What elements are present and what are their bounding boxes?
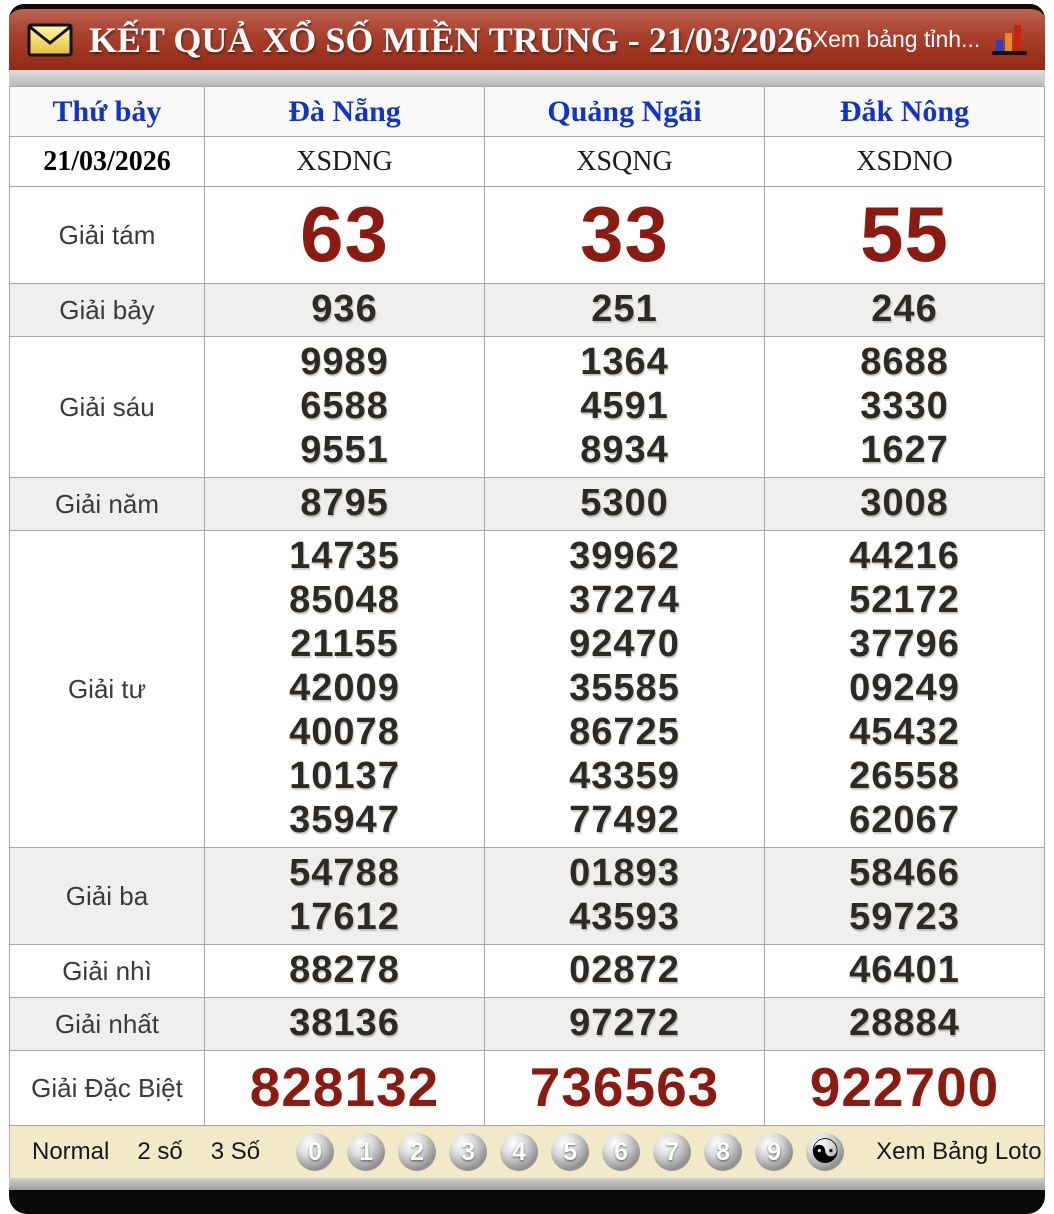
prize-label: Giải nhì	[10, 945, 205, 998]
prize-value-cell	[765, 998, 1045, 1051]
prize-value-cell	[765, 1051, 1045, 1126]
draw-date: 21/03/2026	[43, 145, 171, 177]
digit-ball-row	[296, 1133, 844, 1171]
prize-number: 38136	[289, 1002, 400, 1044]
prize-number: 8934	[580, 429, 669, 471]
page-title: KẾT QUẢ XỔ SỐ MIỀN TRUNG - 21/03/2026	[89, 19, 813, 60]
prize-value-cell	[485, 337, 765, 478]
prize-number: 39962	[569, 535, 680, 577]
prize-number: 62067	[849, 799, 960, 841]
prize-row	[10, 998, 1045, 1051]
prize-number: 35585	[569, 667, 680, 709]
prize-value-cell	[765, 187, 1045, 284]
prize-row	[10, 1051, 1045, 1126]
province-table-link[interactable]: Xem bảng tỉnh...	[812, 26, 981, 52]
prize-number: 17612	[289, 896, 400, 938]
prize-number: 63	[300, 190, 389, 278]
prize-value-cell	[485, 478, 765, 531]
day-label-link[interactable]: Thứ bảy	[52, 94, 162, 128]
prize-number: 45432	[849, 711, 960, 753]
loto-table-link[interactable]: Xem Bảng Loto	[876, 1138, 1042, 1165]
prize-number: 251	[591, 288, 658, 330]
prize-number: 3008	[860, 482, 949, 524]
prize-number: 02872	[569, 949, 680, 991]
prize-number: 46401	[849, 949, 960, 991]
prize-number: 10137	[289, 755, 400, 797]
prize-number: 85048	[289, 579, 400, 621]
prize-value-cell	[205, 531, 485, 848]
prize-label: Giải tư	[10, 531, 205, 848]
prize-label: Giải nhất	[10, 998, 205, 1051]
prize-number: 44216	[849, 535, 960, 577]
prize-number: 33	[580, 190, 669, 278]
yinyang-ball[interactable]: ☯	[806, 1133, 844, 1171]
prize-number: 55	[860, 190, 949, 278]
station-code-cell	[205, 137, 485, 187]
table-header-row	[10, 87, 1045, 137]
prize-number: 3330	[860, 385, 949, 427]
top-bevel	[9, 70, 1045, 86]
station-code-2: XSDNO	[856, 145, 953, 177]
prize-number: 86725	[569, 711, 680, 753]
prize-label: Giải năm	[10, 478, 205, 531]
prize-number: 6588	[300, 385, 389, 427]
prize-number: 4591	[580, 385, 669, 427]
footer-bar	[9, 1126, 1045, 1178]
prize-number: 9551	[300, 429, 389, 471]
prize-number: 88278	[289, 949, 400, 991]
prize-number: 9989	[300, 341, 389, 383]
digit-ball-5[interactable]: 5	[551, 1133, 589, 1171]
prize-number: 37274	[569, 579, 680, 621]
prize-number: 58466	[849, 852, 960, 894]
station-code-cell	[485, 137, 765, 187]
results-table	[9, 86, 1045, 1126]
prize-label: Giải tám	[10, 187, 205, 284]
prize-value-cell	[205, 998, 485, 1051]
prize-number: 246	[871, 288, 938, 330]
prize-label: Giải bảy	[10, 284, 205, 337]
prize-number: 28884	[849, 1002, 960, 1044]
prize-row	[10, 187, 1045, 284]
province-link-1[interactable]: Quảng Ngãi	[547, 94, 702, 128]
prize-row	[10, 337, 1045, 478]
prize-number: 936	[311, 288, 378, 330]
prize-value-cell	[765, 284, 1045, 337]
mode-normal[interactable]: Normal	[32, 1138, 110, 1165]
prize-number: 77492	[569, 799, 680, 841]
prize-number: 14735	[289, 535, 400, 577]
station-code-cell	[765, 137, 1045, 187]
digit-ball-2[interactable]: 2	[398, 1133, 436, 1171]
prize-row	[10, 478, 1045, 531]
prize-number: 40078	[289, 711, 400, 753]
digit-ball-7[interactable]: 7	[653, 1133, 691, 1171]
prize-number: 35947	[289, 799, 400, 841]
prize-value-cell	[205, 945, 485, 998]
prize-value-cell	[205, 284, 485, 337]
prize-value-cell	[765, 945, 1045, 998]
digit-ball-8[interactable]: 8	[704, 1133, 742, 1171]
prize-number: 59723	[849, 896, 960, 938]
prize-value-cell	[765, 478, 1045, 531]
digit-ball-9[interactable]: 9	[755, 1133, 793, 1171]
station-code-1: XSQNG	[576, 145, 673, 177]
prize-number: 54788	[289, 852, 400, 894]
province-header-cell	[485, 87, 765, 137]
mode-2-so[interactable]: 2 số	[137, 1138, 183, 1165]
prize-number: 922700	[809, 1056, 1000, 1118]
prize-value-cell	[205, 1051, 485, 1126]
lottery-widget	[9, 4, 1045, 1214]
prize-number: 21155	[290, 623, 399, 665]
prize-value-cell	[205, 848, 485, 945]
prize-number: 52172	[849, 579, 960, 621]
prize-number: 1627	[860, 429, 949, 471]
province-link-2[interactable]: Đắk Nông	[839, 94, 970, 128]
envelope-icon	[27, 23, 73, 57]
province-header-cell	[205, 87, 485, 137]
digit-ball-0[interactable]: 0	[296, 1133, 334, 1171]
prize-label: Giải ba	[10, 848, 205, 945]
prize-row	[10, 945, 1045, 998]
prize-value-cell	[485, 531, 765, 848]
prize-value-cell	[205, 478, 485, 531]
prize-number: 8795	[300, 482, 389, 524]
prize-label: Giải sáu	[10, 337, 205, 478]
prize-row	[10, 531, 1045, 848]
prize-row	[10, 284, 1045, 337]
province-header-cell	[765, 87, 1045, 137]
bar-chart-icon[interactable]	[992, 24, 1030, 56]
prize-value-cell	[485, 284, 765, 337]
day-header-cell	[10, 87, 205, 137]
prize-label: Giải Đặc Biệt	[10, 1051, 205, 1126]
digit-ball-3[interactable]: 3	[449, 1133, 487, 1171]
prize-number: 736563	[529, 1056, 720, 1118]
digit-ball-1[interactable]: 1	[347, 1133, 385, 1171]
prize-number: 42009	[289, 667, 400, 709]
bottom-bevel	[9, 1178, 1045, 1190]
prize-value-cell	[485, 848, 765, 945]
prize-value-cell	[485, 998, 765, 1051]
station-code-0: XSDNG	[296, 145, 393, 177]
prize-number: 09249	[849, 667, 960, 709]
prize-number: 43593	[569, 896, 680, 938]
date-code-row	[10, 137, 1045, 187]
prize-number: 01893	[569, 852, 680, 894]
prize-value-cell	[765, 531, 1045, 848]
province-link-0[interactable]: Đà Nẵng	[288, 94, 401, 128]
prize-number: 92470	[569, 623, 680, 665]
prize-number: 37796	[849, 623, 960, 665]
prize-number: 43359	[569, 755, 680, 797]
draw-date-cell	[10, 137, 205, 187]
digit-ball-6[interactable]: 6	[602, 1133, 640, 1171]
prize-value-cell	[205, 337, 485, 478]
header-bar	[9, 4, 1045, 70]
prize-value-cell	[485, 1051, 765, 1126]
prize-number: 8688	[860, 341, 949, 383]
prize-value-cell	[485, 187, 765, 284]
prize-number: 5300	[580, 482, 669, 524]
prize-number: 828132	[249, 1056, 440, 1118]
prize-row	[10, 848, 1045, 945]
mode-3-so[interactable]: 3 Số	[210, 1138, 261, 1165]
digit-ball-4[interactable]: 4	[500, 1133, 538, 1171]
prize-number: 1364	[580, 341, 669, 383]
prize-value-cell	[765, 337, 1045, 478]
prize-value-cell	[205, 187, 485, 284]
prize-value-cell	[765, 848, 1045, 945]
bottom-cap	[9, 1190, 1045, 1214]
prize-number: 26558	[849, 755, 960, 797]
prize-number: 97272	[569, 1002, 680, 1044]
prize-value-cell	[485, 945, 765, 998]
